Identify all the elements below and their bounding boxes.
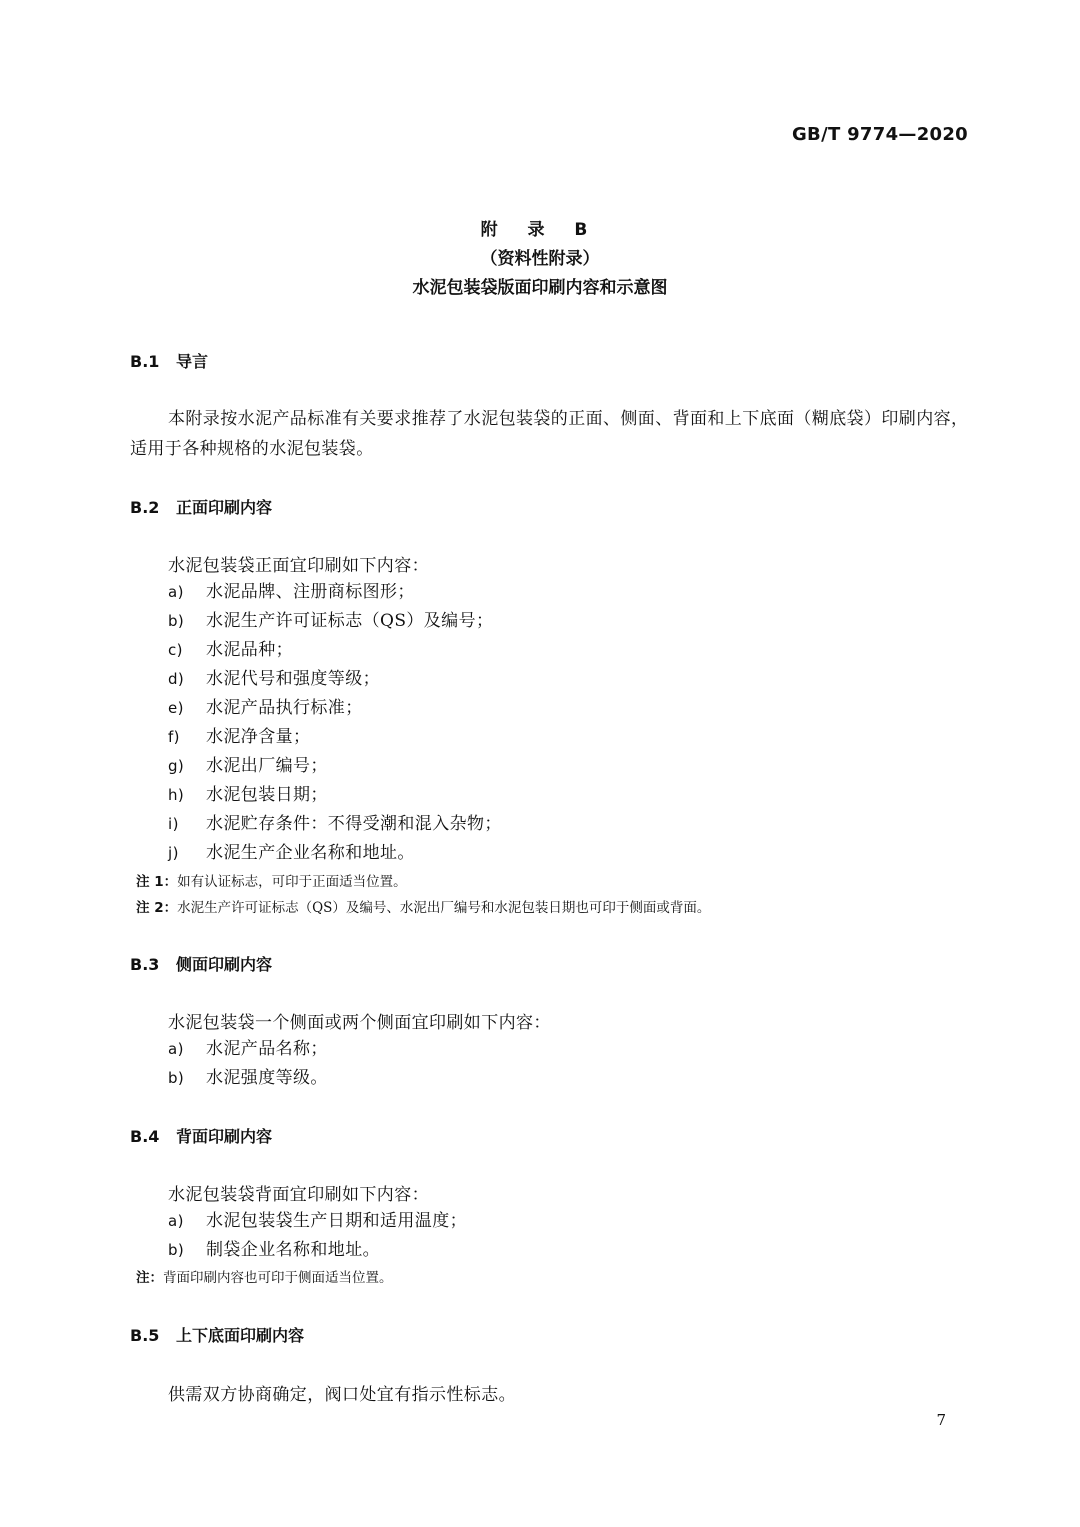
b1-paragraph: 本附录按水泥产品标准有关要求推荐了水泥包装袋的正面、侧面、背面和上下底面（糊底袋）印刷内容，适用于各种规格的水泥包装袋。: [130, 409, 969, 459]
section-title: 背面印刷内容: [176, 1127, 273, 1146]
section-heading-b2: [130, 495, 272, 518]
section-title: 正面印刷内容: [176, 498, 273, 517]
standard-number: GB/T 9774—2020: [791, 124, 968, 145]
section-heading-b4: [130, 1124, 272, 1147]
appendix-type: （资料性附录）: [480, 249, 600, 269]
b2-note-1: 注 1：如有认证标志，可印于正面适当位置。: [136, 874, 407, 890]
section-number: B.2: [130, 498, 160, 517]
section-number: B.1: [130, 352, 160, 371]
list-item: h) 水泥包装日期；: [168, 785, 328, 805]
list-item: b) 制袋企业名称和地址。: [168, 1240, 380, 1260]
list-item: a) 水泥产品名称；: [168, 1039, 328, 1059]
section-title: 导言: [176, 352, 209, 371]
b4-item-list: [168, 1207, 467, 1265]
b5-paragraph: 供需双方协商确定，阀口处宜有指示性标志。: [168, 1385, 516, 1405]
b3-lead: 水泥包装袋一个侧面或两个侧面宜印刷如下内容：: [168, 1013, 551, 1033]
appendix-heading: [0, 216, 1080, 303]
b4-lead: 水泥包装袋背面宜印刷如下内容：: [168, 1185, 429, 1205]
list-item: b) 水泥生产许可证标志（QS）及编号；: [168, 611, 494, 631]
list-item: f) 水泥净含量；: [168, 727, 311, 747]
list-item: j) 水泥生产企业名称和地址。: [168, 843, 415, 863]
list-item: e) 水泥产品执行标准；: [168, 698, 363, 718]
list-item: a) 水泥包装袋生产日期和适用温度；: [168, 1211, 467, 1231]
list-item: i) 水泥贮存条件：不得受潮和混入杂物；: [168, 814, 502, 834]
appendix-label: 附 录 B: [480, 220, 600, 240]
b2-lead: 水泥包装袋正面宜印刷如下内容：: [168, 556, 429, 576]
b2-note-2: 注 2：水泥生产许可证标志（QS）及编号、水泥出厂编号和水泥包装日期也可印于侧面或背面。: [136, 900, 711, 916]
section-heading-b3: [130, 952, 272, 975]
section-heading-b1: [130, 349, 208, 372]
list-item: c) 水泥品种；: [168, 640, 293, 660]
section-number: B.4: [130, 1127, 160, 1146]
b2-item-list: [168, 578, 502, 868]
b4-note: 注：背面印刷内容也可印于侧面适当位置。: [136, 1270, 393, 1286]
section-number: B.5: [130, 1326, 160, 1345]
list-item: d) 水泥代号和强度等级；: [168, 669, 380, 689]
list-item: a) 水泥品牌、注册商标图形；: [168, 582, 415, 602]
section-number: B.3: [130, 955, 160, 974]
section-title: 上下底面印刷内容: [176, 1326, 305, 1345]
list-item: g) 水泥出厂编号；: [168, 756, 328, 776]
section-heading-b5: [130, 1323, 304, 1346]
list-item: b) 水泥强度等级。: [168, 1068, 328, 1088]
appendix-title: 水泥包装袋版面印刷内容和示意图: [412, 278, 668, 298]
page-number: 7: [936, 1411, 946, 1429]
section-title: 侧面印刷内容: [176, 955, 273, 974]
b3-item-list: [168, 1035, 328, 1093]
